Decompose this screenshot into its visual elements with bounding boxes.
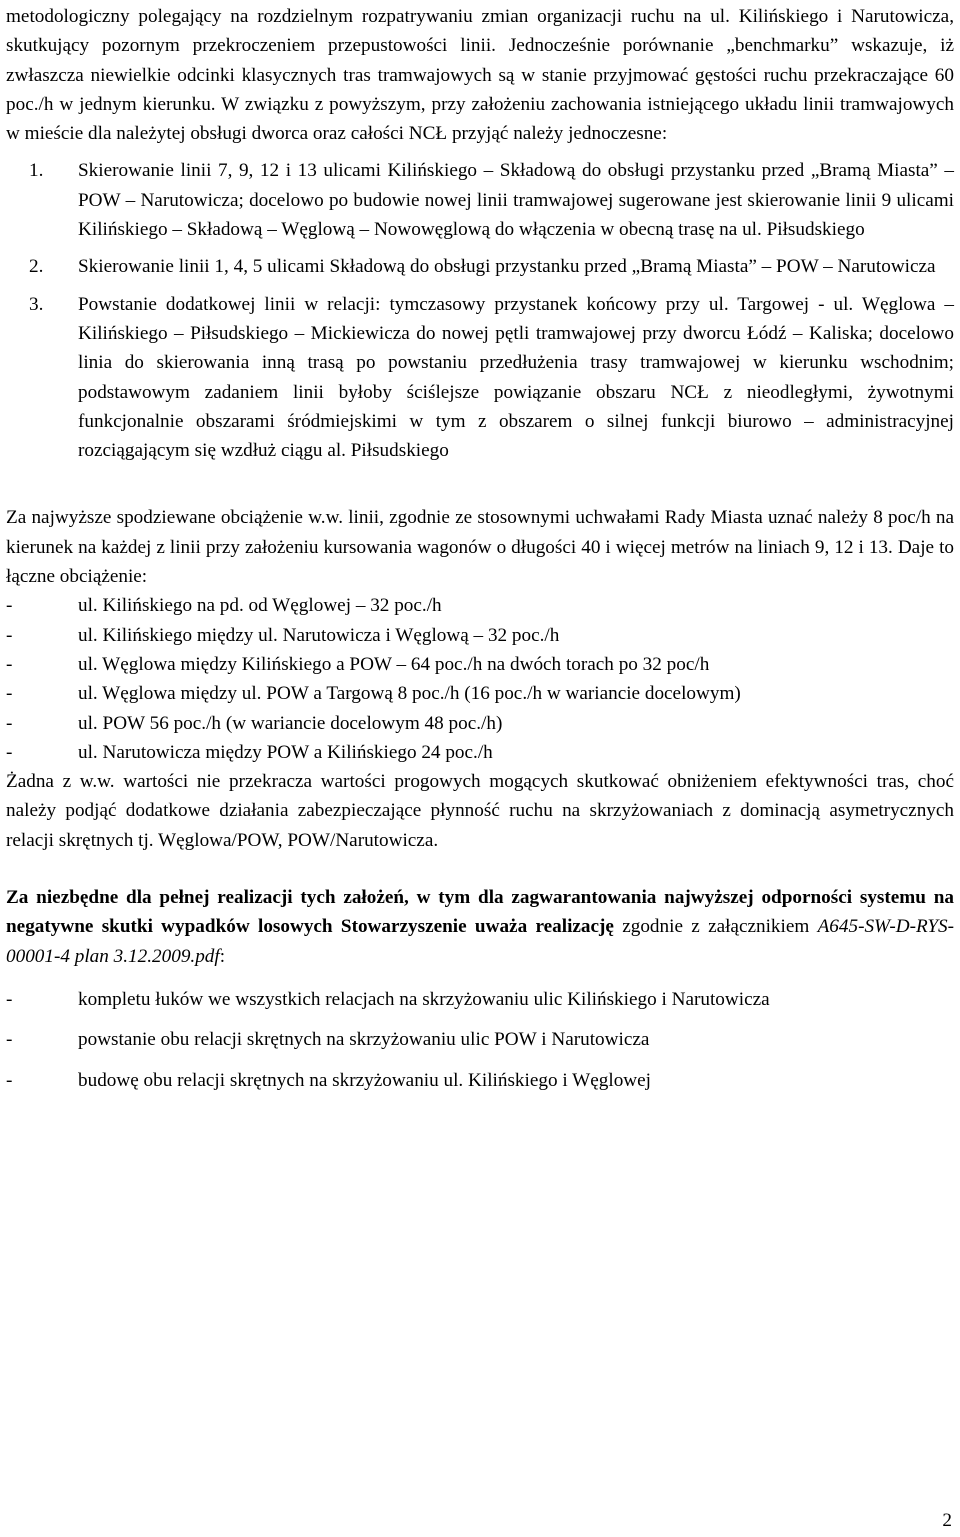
load-item	[6, 650, 954, 679]
load-item	[6, 621, 954, 650]
dash-marker: -	[6, 624, 13, 646]
final-item-text: powstanie obu relacji skrętnych na skrzyżowaniu ulic POW i Narutowicza	[78, 1029, 650, 1051]
bold-statement: Za niezbędne dla pełnej realizacji tych założeń, w tym dla zagwarantowania najwyższej odporności systemu na negatywne skutki wypadków losowych Stowarzyszenie uważa realizację	[6, 887, 954, 938]
item-text: Skierowanie linii 1, 4, 5 ulicami Składową do obsługi przystanku przed „Bramą Miasta” – POW – Narutowicza	[78, 256, 936, 278]
reference-lead: zgodnie z załącznikiem	[613, 916, 818, 938]
final-item	[6, 1066, 954, 1095]
dash-marker: -	[6, 988, 13, 1010]
final-item	[6, 1025, 954, 1054]
load-paragraph: Za najwyższe spodziewane obciążenie w.w. linii, zgodnie ze stosownymi uchwałami Rady Miasta uznać należy 8 poc/h na kierunek na każdej z linii przy założeniu kursowania wagonów o długości 40 i więcej metrów na liniach 9, 12 i 13. Daje to łączne obciążenie:	[6, 507, 954, 588]
summary-paragraph: Żadna z w.w. wartości nie przekracza wartości progowych mogących skutkować obniżeniem efektywności tras, choć należy podjąć dodatkowe działania zabezpieczające płynność ruchu na skrzyżowaniach z dominacją asymetrycznych relacji skrętnych tj. Węglowa/POW, POW/Narutowicza.	[6, 771, 954, 851]
item-number: 2.	[29, 256, 44, 278]
load-item	[6, 591, 954, 620]
item-text: Powstanie dodatkowej linii w relacji: tymczasowy przystanek końcowy przy ul. Targowej - ul. Węglowa – Kilińskiego – Piłsudskiego – Mickiewicza do nowej pętli tramwajowej przy dworcu Łódź – Kaliska; docelowo linia do skierowania inną trasą po powstaniu przedłużenia trasy tramwajowej w kierunku wschodnim; podstawowym zadaniem linii byłoby ściślejsze powiązanie obszaru NCŁ z nieodległymi, żywotnymi funkcjonalnie obszarami śródmiejskimi w tym z obszarem o silnej funkcji biurowo – administracyjnej rozciągającym się wzdłuż ciągu al. Piłsudskiego	[78, 293, 954, 462]
load-item-text: ul. Węglowa między ul. POW a Targową 8 poc./h (16 poc./h w wariancie docelowym)	[78, 683, 741, 705]
load-list	[6, 591, 954, 767]
load-item-text: ul. Narutowicza między POW a Kilińskiego 24 poc./h	[78, 741, 493, 763]
final-item	[6, 985, 954, 1014]
dash-marker: -	[6, 1069, 13, 1091]
load-item	[6, 679, 954, 708]
section-gap	[6, 855, 954, 883]
numbered-item	[6, 156, 954, 244]
load-item	[6, 738, 954, 767]
load-item-text: ul. Kilińskiego między ul. Narutowicza i Węglową – 32 poc./h	[78, 624, 560, 646]
section-gap	[6, 473, 954, 503]
final-item-text: kompletu łuków we wszystkich relacjach na skrzyżowaniu ulic Kilińskiego i Narutowicza	[78, 988, 770, 1010]
load-item-text: ul. Kilińskiego na pd. od Węglowej – 32 poc./h	[78, 595, 442, 617]
numbered-item	[6, 290, 954, 466]
load-item-text: ul. Węglowa między Kilińskiego a POW – 64 poc./h na dwóch torach po 32 poc/h	[78, 653, 710, 675]
page-number: 2	[942, 1510, 952, 1531]
dash-marker: -	[6, 1029, 13, 1051]
dash-marker: -	[6, 712, 13, 734]
colon: :	[219, 945, 226, 967]
dash-marker: -	[6, 683, 13, 705]
document-page	[6, 0, 954, 1106]
item-text: Skierowanie linii 7, 9, 12 i 13 ulicami Kilińskiego – Składową do obsługi przystanku przed „Bramą Miasta” – POW – Narutowicza; docelowo po budowie nowej linii tramwajowej sugerowane jest skierowanie linii 9 ulicami Kilińskiego – Składową – Węglową – Nowowęglową do włączenia w obecną trasę na ul. Piłsudskiego	[78, 160, 954, 241]
final-paragraph	[6, 883, 954, 971]
numbered-item	[6, 252, 954, 281]
dash-marker: -	[6, 741, 13, 763]
final-list	[6, 985, 954, 1095]
attachment-reference: A645-SW-D-RYS-00001-4 plan 3.12.2009.pdf	[6, 916, 954, 967]
numbered-list	[6, 156, 954, 465]
load-item	[6, 709, 954, 738]
final-item-text: budowę obu relacji skrętnych na skrzyżowaniu ul. Kilińskiego i Węglowej	[78, 1069, 651, 1091]
dash-marker: -	[6, 595, 13, 617]
intro-paragraph: metodologiczny polegający na rozdzielnym rozpatrywaniu zmian organizacji ruchu na ul. Kilińskiego i Narutowicza, skutkujący pozornym przekroczeniem przepustowości linii. Jednocześnie porównanie „benchmarku” wskazuje, iż zwłaszcza niewielkie odcinki klasycznych tras tramwajowych są w stanie przyjmować gęstości ruchu przekraczające 60 poc./h w jednym kierunku. W związku z powyższym, przy założeniu zachowania istniejącego układu linii tramwajowych w mieście dla należytej obsługi dworca oraz całości NCŁ przyjąć należy jednoczesne:	[6, 6, 954, 145]
dash-marker: -	[6, 653, 13, 675]
item-number: 1.	[29, 160, 44, 182]
item-number: 3.	[29, 293, 44, 315]
load-item-text: ul. POW 56 poc./h (w wariancie docelowym 48 poc./h)	[78, 712, 503, 734]
